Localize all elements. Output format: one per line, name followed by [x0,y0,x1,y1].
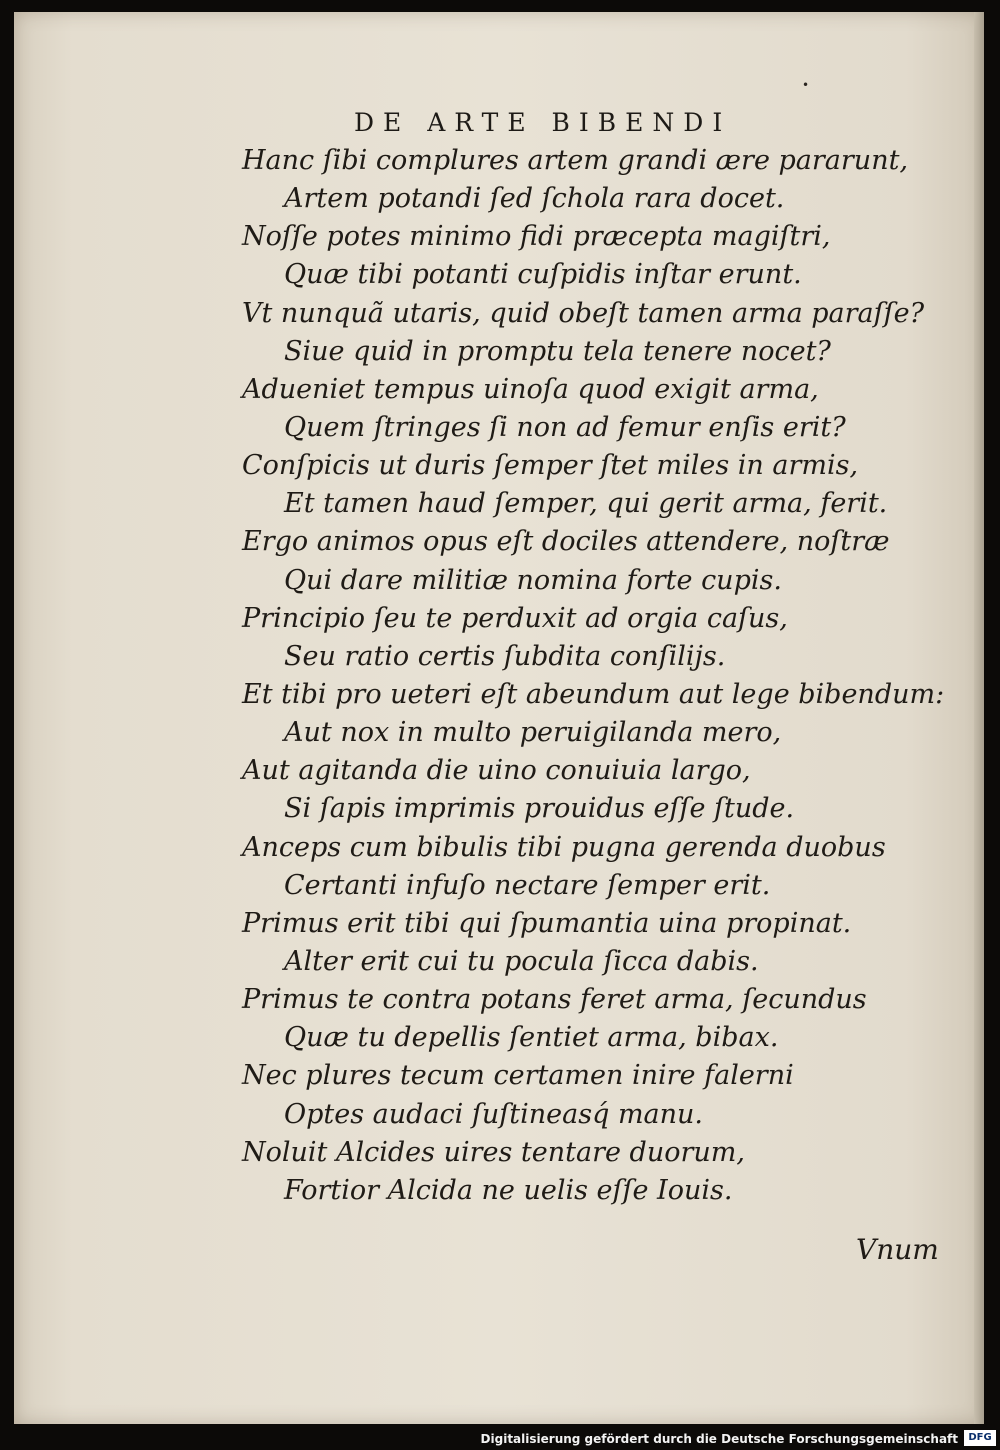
verse-line: Alter erit cui tu pocula ſicca dabis. [284,945,759,977]
verse-line: Quæ tu depellis ſentiet arma, bibax. [284,1022,779,1054]
verse-line: Principio ſeu te perduxit ad orgia caſus, [242,602,788,634]
verse-line: Artem potandi ſed ſchola rara docet. [284,183,785,215]
verse-line: Optes audaci ſuſtineasq́ manu. [284,1098,704,1130]
verse-line: Aut nox in multo peruigilanda mero, [284,717,782,749]
verse-line: Adueniet tempus uinoſa quod exigit arma, [242,373,819,405]
digitization-credit: Digitalisierung gefördert durch die Deutsche Forschungsgemeinschaft [480,1432,958,1446]
verse-line: Anceps cum bibulis tibi pugna gerenda duobus [242,831,886,863]
verse-line: Quem ſtringes ſi non ad femur enſis erit? [284,411,846,443]
running-head: DE ARTE BIBENDI [354,108,732,137]
verse-line: Si ſapis imprimis prouidus eſſe ſtude. [284,793,795,825]
verse-line: Certanti infuſo nectare ſemper erit. [284,869,771,901]
verse-line: Aut agitanda die uino conuiuia largo, [242,755,751,787]
verse-line: Fortior Alcida ne uelis eſſe Iouis. [284,1174,733,1206]
verse-line: Qui dare militiæ nomina forte cupis. [284,564,782,596]
verse-line: Vt nunquã utaris, quid obeſt tamen arma paraſſe? [242,297,925,329]
verse-line: Hanc ſibi complures artem grandi ære pararunt, [242,145,909,176]
catchword: Vnum [856,1233,939,1266]
verse-line: Primus te contra potans feret arma, ſecundus [242,984,867,1016]
verse-line: Seu ratio certis ſubdita conſilijs. [284,640,726,672]
verse-line: Ergo animos opus eſt dociles attendere, noſtræ [242,526,890,558]
footer-bar [0,1424,1000,1450]
verse-line: Noſſe potes minimo fidi præcepta magiſtri, [242,221,831,253]
verse-line: Et tibi pro ueteri eſt abeundum aut lege bibendum: [242,678,945,710]
ink-mark: • [802,78,810,92]
verse-line: Quæ tibi potanti cuſpidis inſtar erunt. [284,259,802,291]
verse-line: Noluit Alcides uires tentare duorum, [242,1136,745,1168]
verse-line: Siue quid in promptu tela tenere nocet? [284,335,831,367]
verse-line: Primus erit tibi qui ſpumantia uina propinat. [242,907,852,939]
verse-line: Conſpicis ut duris ſemper ſtet miles in armis, [242,450,859,482]
verse-list [242,142,972,1210]
dfg-logo: DFG [964,1430,996,1446]
verse-line: Et tamen haud ſemper, qui gerit arma, ferit. [284,488,888,520]
page-edge [974,12,984,1424]
verse-line: Nec plures tecum certamen inire falerni [242,1060,794,1092]
